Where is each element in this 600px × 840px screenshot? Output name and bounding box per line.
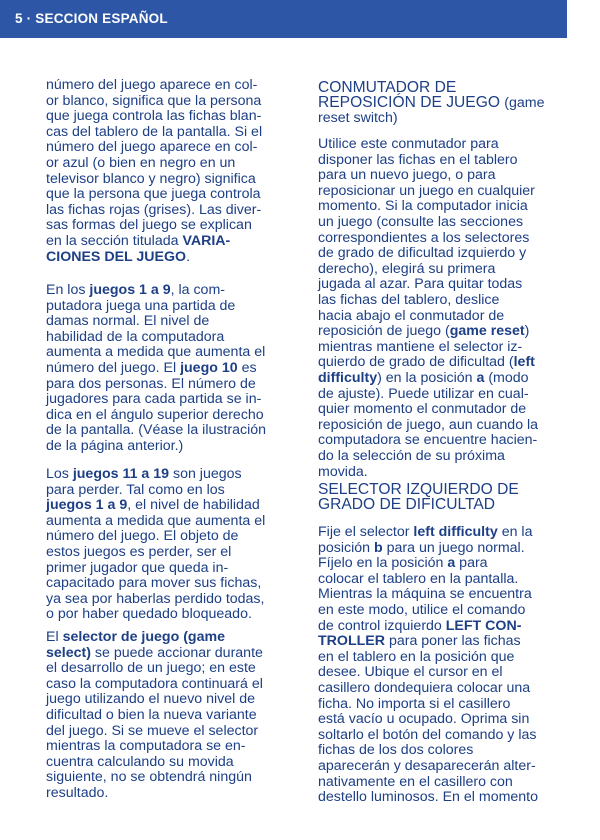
text-line: [46, 755, 234, 771]
text-run: or azul (o bien en negro en un: [46, 155, 236, 171]
bold-term: juegos 11 a 19: [72, 466, 170, 482]
text-run: (modo: [484, 370, 529, 386]
text-run: Fije el selector: [318, 524, 414, 540]
text-run: colocar el tablero en la pantalla.: [318, 570, 519, 587]
text-line: [46, 140, 257, 156]
text-run: .: [186, 248, 191, 265]
text-run: derecho), elegirá su primera: [318, 260, 496, 277]
header-bar: [0, 0, 567, 38]
text-line: [318, 153, 518, 169]
text-line: [318, 743, 473, 759]
text-line: [46, 392, 261, 408]
text-line: [318, 231, 529, 247]
text-run: está vacío u ocupado. Oprima sin: [318, 711, 530, 728]
text-run: de grado de dificultad izquierdo y: [318, 245, 527, 262]
text-run: primer jugador que queda in-: [46, 559, 229, 576]
text-line: [318, 525, 532, 541]
text-line: [318, 775, 513, 791]
text-line: [46, 786, 108, 802]
text-line: [318, 572, 518, 588]
text-line: [318, 418, 538, 434]
text-run: televisor blanco y negro) significa: [46, 170, 256, 187]
text-run: de ajuste). Puede utilizar en cual-: [318, 385, 529, 402]
text-run: en este modo, utilice el comando: [318, 602, 526, 618]
text-line: [318, 324, 529, 340]
text-run: ): [524, 323, 530, 340]
bold-term: game reset: [449, 323, 525, 340]
text-run: mientras la computadora se en-: [46, 738, 246, 755]
text-line: [318, 199, 528, 215]
text-run: de control izquierdo: [318, 617, 446, 634]
text-run: caso la computadora continuará el: [46, 675, 263, 692]
text-line: [46, 545, 231, 561]
bold-term: b: [374, 539, 383, 556]
text-run: número del juego. El: [46, 360, 181, 376]
bold-term: juego 10: [180, 360, 238, 376]
text-run: putadora juega una partida de: [46, 297, 236, 314]
text-line: [46, 677, 263, 693]
text-run: damas normal. El nivel de: [46, 313, 210, 330]
text-line: [46, 423, 266, 439]
text-run: el desarrollo de un juego; en este: [46, 660, 256, 677]
text-line: [318, 262, 495, 278]
section-title: 5 · SECCION ESPAÑOL: [15, 11, 168, 26]
text-run: GRADO DE DIFICULTAD: [318, 496, 496, 514]
text-line: [318, 728, 536, 744]
text-run: juego utilizando el nuevo nivel de: [46, 691, 256, 708]
text-line: [46, 529, 238, 545]
text-run: las fichas rojas (grises). Las diver-: [46, 201, 262, 218]
text-run: reposicionar un juego en cualquier: [318, 182, 535, 199]
text-line: [46, 361, 257, 377]
text-line: [46, 218, 252, 234]
text-run: sas formas del juego se explican: [46, 217, 252, 234]
text-line: [318, 246, 526, 262]
bold-term: LEFT CON-: [445, 617, 522, 634]
text-line: [318, 681, 530, 697]
text-line: [318, 650, 514, 666]
text-line: [46, 708, 257, 724]
text-run: REPOSICIÓN DE JUEGO: [318, 94, 505, 112]
text-run: Fíjelo en la posición: [318, 555, 448, 572]
text-run: correspondientes a los selectores: [318, 229, 530, 246]
text-run: habilidad de la computadora: [46, 328, 225, 345]
text-run: se puede accionar durante: [90, 644, 263, 661]
text-run: en el tablero en la posición que: [318, 648, 515, 665]
text-run: que juega controla las fichas blan-: [46, 108, 262, 125]
text-run: cuentra calculando su movida: [46, 753, 234, 770]
text-line: [46, 692, 255, 708]
text-run: mientras mantiene el selector iz-: [318, 338, 523, 355]
text-line: [46, 561, 228, 577]
text-run: cas del tablero de la pantalla. Si el: [46, 123, 263, 140]
text-line: [46, 630, 225, 646]
text-run: reposición de juego, aun cuando la: [318, 416, 539, 433]
text-line: [318, 697, 510, 713]
text-run: o por haber quedado bloqueado.: [46, 606, 252, 623]
text-line: [46, 439, 183, 455]
text-line: [46, 299, 235, 315]
text-run: para dos personas. El número de: [46, 375, 256, 392]
text-line: [46, 408, 264, 424]
text-run: reposición de juego (: [318, 323, 450, 340]
text-run: del juego. Si se mueve el selector: [46, 722, 259, 739]
bold-term: selector de juego (game: [62, 629, 225, 645]
text-line: [46, 345, 265, 361]
text-run: destello luminosos. En el momento: [318, 789, 539, 806]
text-line: [46, 109, 261, 125]
text-line: [46, 607, 252, 623]
text-line: [318, 184, 535, 200]
text-line: [46, 514, 265, 530]
text-line: [46, 739, 246, 755]
text-line: [318, 340, 522, 356]
text-line: [318, 496, 495, 513]
text-line: [318, 603, 525, 619]
text-run: posición: [318, 539, 374, 556]
text-line: [46, 78, 257, 94]
text-run: dica en el ángulo superior derecho: [46, 406, 264, 423]
bold-term: left: [513, 354, 535, 371]
text-run: SELECTOR IZQUIERDO DE: [318, 481, 519, 498]
text-line: [46, 770, 252, 786]
text-run: para perder. Tal como en los: [46, 481, 225, 498]
text-run: Mientras la máquina se encuentra: [318, 586, 532, 603]
text-line: [46, 592, 264, 608]
text-run: En los: [46, 282, 90, 298]
text-line: [46, 377, 256, 393]
text-run: dificultad o bien la nueva variante: [46, 707, 257, 723]
text-run: (game: [504, 95, 545, 112]
text-run: computadora se encuentre hacien-: [318, 432, 538, 449]
text-line: [46, 234, 230, 250]
text-run: movida.: [318, 463, 368, 480]
text-line: [318, 790, 538, 806]
text-line: [46, 172, 256, 188]
text-run: son juegos: [169, 466, 242, 482]
text-run: aumenta a medida que aumenta el: [46, 512, 266, 529]
bold-term: a: [476, 370, 485, 386]
text-run: or blanco, significa que la persona: [46, 92, 262, 109]
text-run: Utilice este conmutador para: [318, 136, 499, 152]
text-line: [318, 402, 526, 418]
text-run: ficha. No importa si el casillero: [318, 695, 511, 712]
text-run: CONMUTADOR DE: [318, 79, 457, 96]
text-run: capacitado para mover sus fichas,: [46, 575, 262, 592]
text-line: [318, 371, 529, 387]
text-line: [318, 712, 529, 728]
text-line: [46, 94, 261, 110]
text-run: momento. Si la computador inicia: [318, 198, 528, 215]
text-run: hacia abajo el conmutador de: [318, 307, 505, 324]
text-run: soltarlo el botón del comando y las: [318, 726, 537, 743]
text-line: [46, 187, 261, 203]
text-run: do la selección de su próxima: [318, 448, 505, 464]
text-line: [318, 168, 495, 184]
text-run: quierdo de grado de dificultad (: [318, 354, 514, 371]
text-run: para poner las fichas: [385, 633, 521, 650]
text-line: [46, 330, 224, 346]
text-line: [46, 661, 256, 677]
text-line: [46, 156, 235, 172]
text-run: para: [455, 555, 488, 572]
text-run: siguiente, no se obtendrá ningún: [46, 769, 252, 786]
bold-term: left difficulty: [413, 524, 498, 540]
text-line: [318, 215, 523, 231]
text-run: estos juegos es perder, ser el: [46, 544, 232, 560]
text-run: desee. Ubique el cursor en el: [318, 664, 503, 681]
text-run: aparecerán y desaparecerán alter-: [318, 758, 536, 774]
text-run: de la página anterior.): [46, 438, 184, 454]
text-line: [318, 309, 504, 325]
text-run: en la: [497, 524, 533, 540]
text-run: , el nivel de habilidad: [127, 497, 260, 514]
text-run: jugadores para cada partida se in-: [46, 391, 262, 408]
text-line: [46, 576, 261, 592]
text-line: [46, 125, 262, 141]
text-line: [46, 203, 261, 219]
text-run: , la com-: [170, 282, 225, 298]
text-run: para un nuevo juego, o para: [318, 167, 496, 184]
bold-term: juegos 1 a 9: [46, 497, 128, 514]
text-line: [46, 283, 225, 299]
text-run: disponer las fichas en el tablero: [318, 151, 518, 168]
text-run: jugada al azar. Para quitar todas: [318, 276, 523, 293]
text-run: casillero dondequiera colocar una: [318, 680, 531, 696]
text-run: número del juego. El objeto de: [46, 528, 239, 545]
text-run: fichas de los dos colores: [318, 742, 474, 759]
text-line: [46, 250, 190, 266]
text-run: de la pantalla. (Véase la ilustración: [46, 422, 267, 439]
text-line: [318, 277, 522, 293]
bold-term: juegos 1 a 9: [89, 282, 171, 298]
text-line: [46, 467, 242, 483]
text-run: Los: [46, 466, 73, 482]
text-run: número del juego aparece en col-: [46, 139, 258, 156]
text-line: [46, 724, 258, 740]
text-run: nativamente en el casillero con: [318, 773, 513, 790]
text-line: [318, 759, 536, 775]
text-line: [318, 465, 368, 481]
text-run: El: [46, 629, 63, 645]
text-run: es: [237, 360, 257, 376]
text-line: [46, 314, 209, 330]
bold-term: a: [447, 555, 456, 572]
bold-term: difficulty: [318, 370, 378, 386]
text-run: aumenta a medida que aumenta el: [46, 344, 266, 361]
text-line: [318, 587, 532, 603]
text-run: resultado.: [46, 785, 109, 801]
bold-term: TROLLER: [318, 633, 385, 650]
text-line: [318, 541, 525, 557]
text-run: reset switch): [318, 110, 398, 127]
bold-term: select): [46, 644, 91, 661]
text-run: número del juego aparece en col-: [46, 77, 258, 93]
text-run: las fichas del tablero, deslice: [318, 292, 500, 308]
text-run: para un juego normal.: [382, 539, 525, 556]
text-line: [318, 355, 535, 371]
text-line: [46, 646, 263, 662]
text-line: [318, 293, 499, 309]
text-run: ) en la posición: [377, 370, 477, 386]
text-line: [318, 387, 529, 403]
bold-term: CIONES DEL JUEGO: [46, 248, 187, 265]
text-run: un juego (consulte las secciones: [318, 214, 524, 230]
text-line: [318, 665, 503, 681]
text-run: quier momento el conmutador de: [318, 401, 527, 418]
text-line: [318, 109, 398, 127]
text-line: [46, 498, 260, 514]
text-line: [318, 556, 488, 572]
text-line: [318, 634, 521, 650]
text-line: [318, 449, 505, 465]
text-line: [318, 137, 499, 153]
text-run: en la sección titulada: [46, 233, 183, 249]
text-line: [318, 619, 521, 635]
text-run: que la persona que juega controla: [46, 186, 261, 203]
text-line: [46, 483, 225, 499]
text-line: [318, 433, 537, 449]
text-run: ya sea por haberlas perdido todas,: [46, 590, 265, 607]
bold-term: VARIA-: [182, 233, 231, 249]
